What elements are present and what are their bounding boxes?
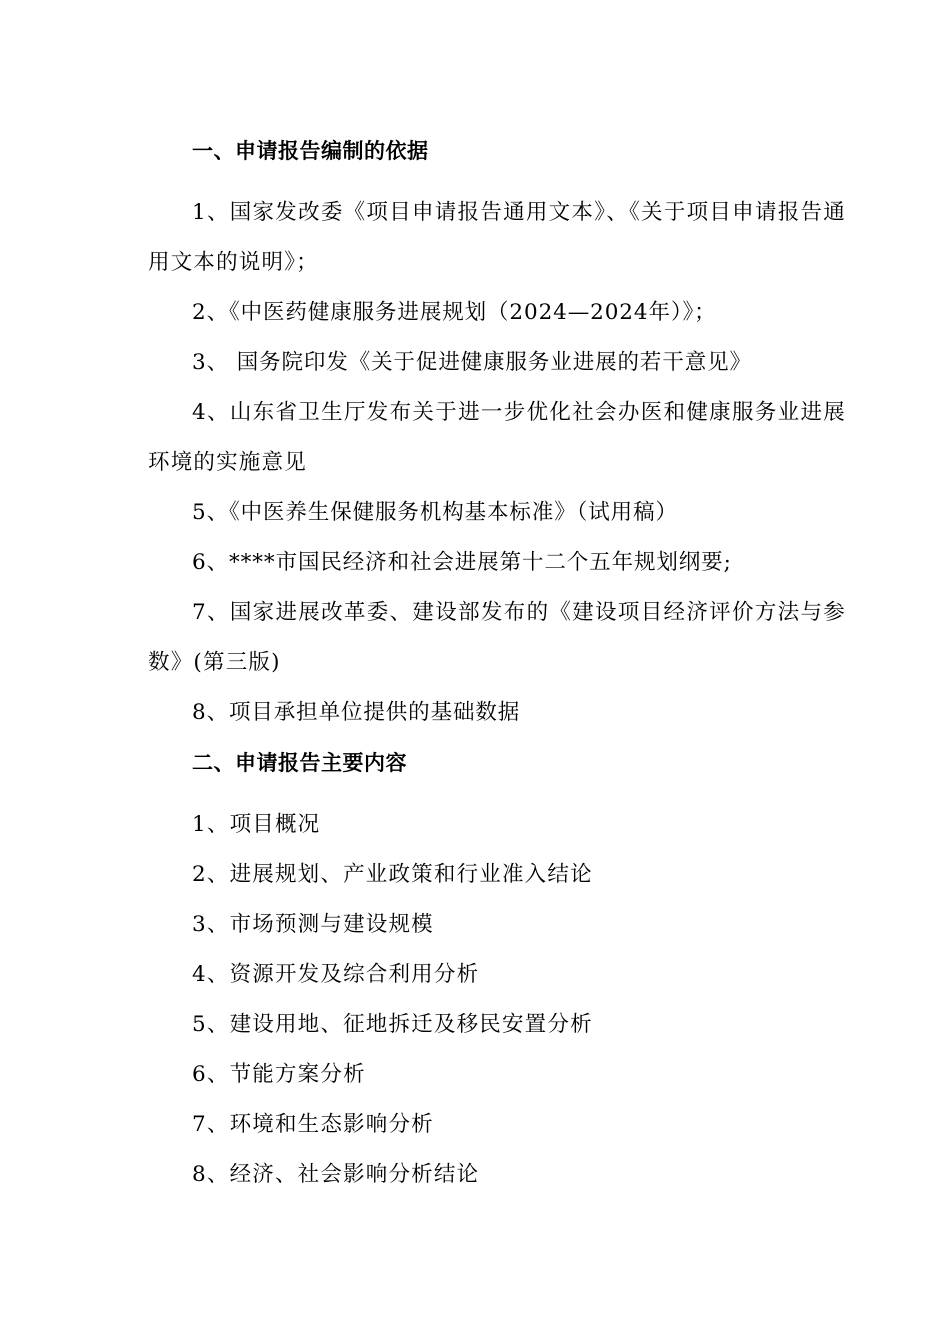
content-item-8: 8、经济、社会影响分析结论: [192, 1162, 480, 1187]
content-item-5: 5、建设用地、征地拆迁及移民安置分析: [192, 1012, 593, 1037]
basis-item-2: 2、《中医药健康服务进展规划（2024—2024年）》；: [192, 300, 717, 325]
basis-item-7: 7、国家进展改革委、建设部发布的《建设项目经济评价方法与参数》(第三版): [148, 600, 846, 675]
content-item-2: 2、进展规划、产业政策和行业准入结论: [192, 862, 593, 887]
basis-item-3: 3、 国务院印发《关于促进健康服务业进展的若干意见》: [192, 350, 752, 375]
basis-item-1: 1、国家发改委《项目申请报告通用文本》、《关于项目申请报告通用文本的说明》；: [148, 200, 846, 275]
content-item-7: 7、环境和生态影响分析: [192, 1112, 434, 1137]
basis-item-4: 4、山东省卫生厅发布关于进一步优化社会办医和健康服务业进展环境的实施意见: [148, 400, 846, 475]
document-body: [148, 126, 846, 1200]
content-item-3: 3、市场预测与建设规模: [192, 912, 434, 937]
content-item-1: 1、项目概况: [192, 812, 321, 837]
basis-item-5: 5、《中医养生保健服务机构基本标准》（试用稿）: [192, 500, 678, 525]
content-item-6: 6、节能方案分析: [192, 1062, 366, 1087]
basis-item-8: 8、项目承担单位提供的基础数据: [192, 700, 521, 725]
basis-item-6: 6、****市国民经济和社会进展第十二个五年规划纲要;: [192, 550, 732, 575]
section-heading-contents: 二、申请报告主要内容: [192, 751, 407, 775]
content-item-4: 4、资源开发及综合利用分析: [192, 962, 480, 987]
section-heading-basis: 一、申请报告编制的依据: [192, 139, 429, 163]
